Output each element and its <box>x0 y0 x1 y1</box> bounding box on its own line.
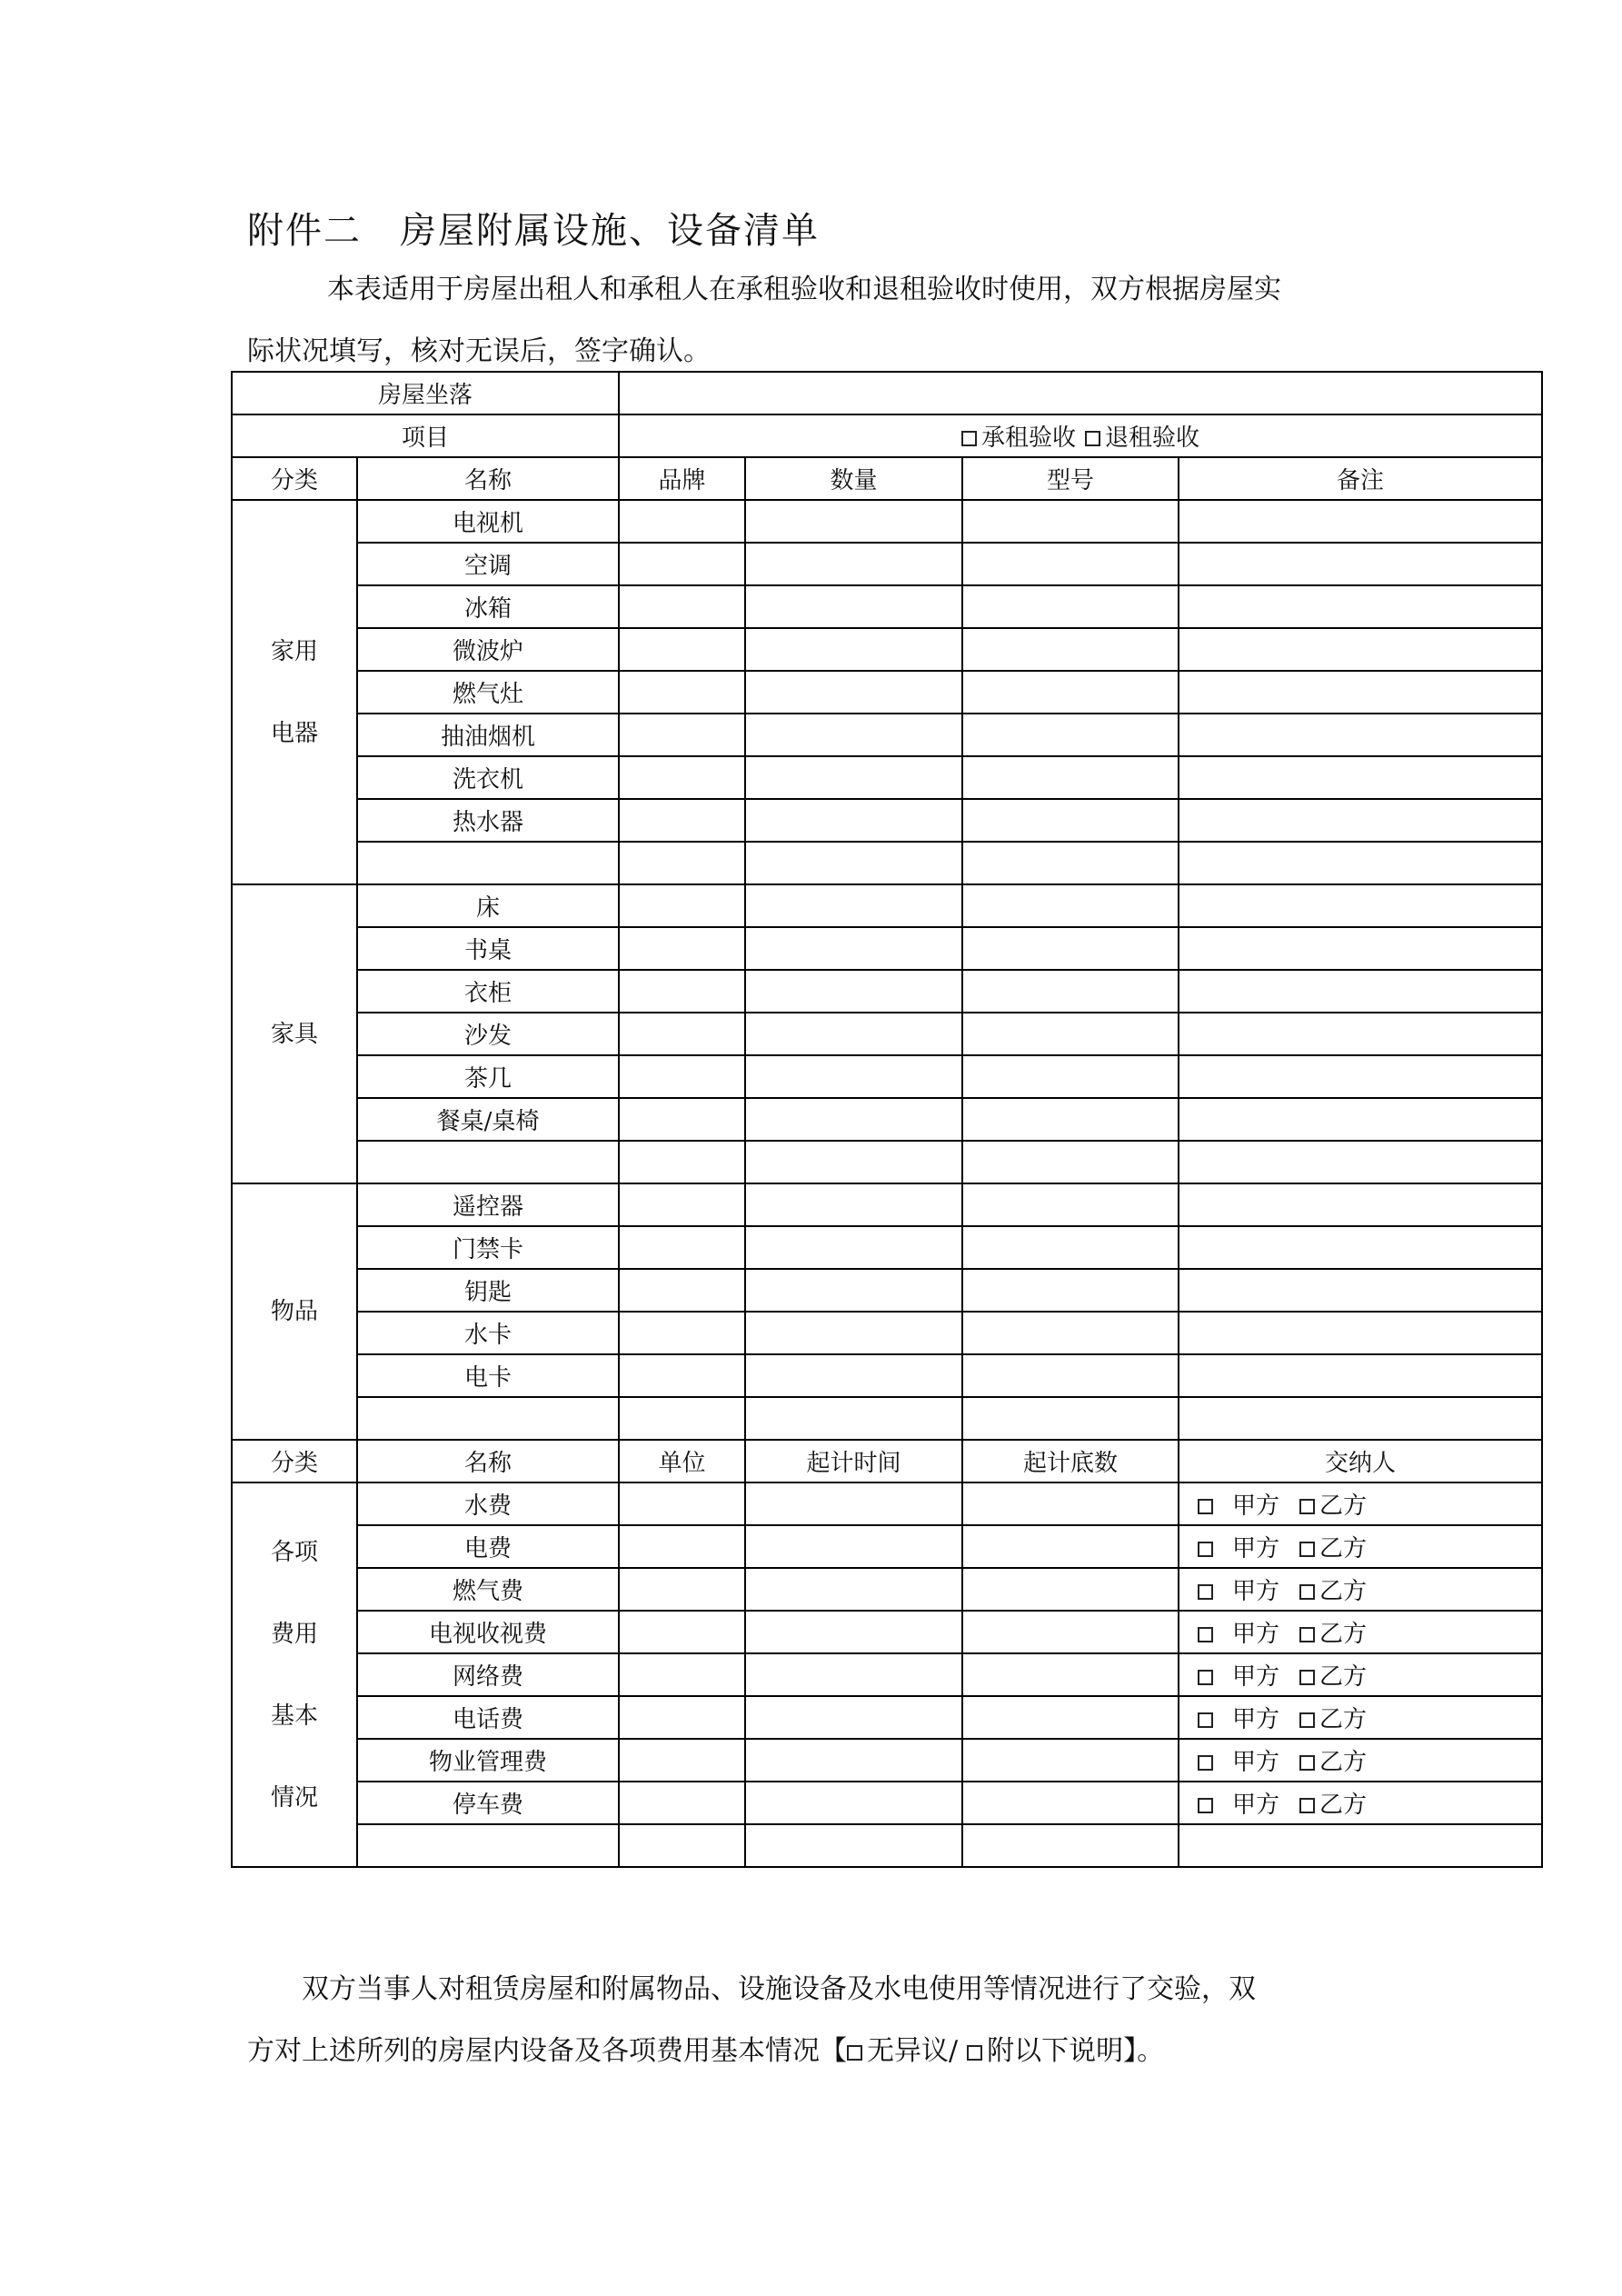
column-header: 分类 <box>232 457 357 500</box>
column-header: 分类 <box>232 1440 357 1482</box>
party-b-label: 乙方 <box>1319 1663 1368 1691</box>
entry-cell[interactable] <box>745 628 962 671</box>
page-title <box>247 202 820 254</box>
inspection-type-row <box>232 414 1542 457</box>
entry-cell[interactable] <box>962 1226 1179 1269</box>
category-label-line: 基本 <box>270 1702 318 1730</box>
entry-cell[interactable] <box>619 1141 745 1183</box>
fee-entry-cell[interactable] <box>619 1739 745 1782</box>
equipment-row <box>232 714 1542 756</box>
item-name: 门禁卡 <box>357 1226 619 1269</box>
fee-name: 停车费 <box>357 1782 619 1824</box>
fee-entry-cell[interactable] <box>962 1525 1179 1568</box>
category-label-line: 家用 <box>270 637 318 665</box>
entry-cell[interactable] <box>745 1269 962 1312</box>
party-a-checkbox[interactable] <box>1198 1755 1213 1771</box>
location-row <box>232 372 1542 414</box>
party-a-checkbox[interactable] <box>1198 1584 1213 1600</box>
entry-cell[interactable] <box>745 842 962 884</box>
fee-row <box>232 1482 1542 1525</box>
fee-name: 燃气费 <box>357 1568 619 1611</box>
item-name: 微波炉 <box>357 628 619 671</box>
closing-text-end: 】。 <box>1123 2035 1165 2067</box>
entry-cell[interactable] <box>1179 1226 1542 1269</box>
equipment-row <box>232 1055 1542 1098</box>
category-label <box>232 500 357 884</box>
equipment-row <box>232 1141 1542 1183</box>
fee-name: 水费 <box>357 1482 619 1525</box>
fee-row <box>232 1611 1542 1653</box>
party-a-checkbox[interactable] <box>1198 1712 1213 1728</box>
entry-cell[interactable] <box>745 970 962 1013</box>
title-text: 房屋附属设施、设备清单 <box>400 210 820 252</box>
payer-options <box>1179 1568 1542 1611</box>
entry-cell[interactable] <box>962 842 1179 884</box>
fee-entry-cell[interactable] <box>962 1696 1179 1739</box>
equipment-row <box>232 1183 1542 1226</box>
equipment-row <box>232 1354 1542 1397</box>
intro-paragraph <box>247 259 1383 383</box>
fee-name: 电费 <box>357 1525 619 1568</box>
item-name: 冰箱 <box>357 585 619 628</box>
see-notes-checkbox[interactable] <box>967 2045 982 2061</box>
fee-name: 网络费 <box>357 1653 619 1696</box>
entry-cell[interactable] <box>619 970 745 1013</box>
fee-entry-cell[interactable] <box>962 1611 1179 1653</box>
entry-cell[interactable] <box>619 628 745 671</box>
equipment-row <box>232 628 1542 671</box>
entry-cell[interactable] <box>619 500 745 543</box>
fee-entry-cell[interactable] <box>619 1782 745 1824</box>
item-name: 遥控器 <box>357 1183 619 1226</box>
item-name: 抽油烟机 <box>357 714 619 756</box>
party-a-label: 甲方 <box>1232 1621 1280 1648</box>
party-b-label: 乙方 <box>1319 1578 1368 1605</box>
equipment-row <box>232 1269 1542 1312</box>
payer-options <box>1179 1525 1542 1568</box>
fee-entry-cell[interactable] <box>619 1653 745 1696</box>
fee-entry-cell[interactable] <box>962 1782 1179 1824</box>
entry-cell[interactable] <box>1179 1354 1542 1397</box>
party-a-label: 甲方 <box>1232 1663 1280 1691</box>
move-out-checkbox[interactable] <box>1085 431 1100 446</box>
item-label: 项目 <box>232 414 619 457</box>
entry-cell[interactable] <box>745 1226 962 1269</box>
entry-cell[interactable] <box>619 1013 745 1055</box>
entry-cell[interactable] <box>745 1098 962 1141</box>
entry-cell[interactable] <box>745 799 962 842</box>
entry-cell[interactable] <box>619 714 745 756</box>
item-name: 电卡 <box>357 1354 619 1397</box>
fee-entry-cell[interactable] <box>745 1782 962 1824</box>
equipment-row <box>232 1397 1542 1440</box>
payer-options <box>1179 1782 1542 1824</box>
party-b-checkbox[interactable] <box>1299 1542 1315 1557</box>
fee-name: 物业管理费 <box>357 1739 619 1782</box>
fee-category-label <box>232 1482 357 1867</box>
equipment-row <box>232 799 1542 842</box>
entry-cell[interactable] <box>962 970 1179 1013</box>
move-out-label: 退租验收 <box>1105 424 1200 452</box>
equipment-row <box>232 1098 1542 1141</box>
entry-cell[interactable] <box>619 927 745 970</box>
party-a-label: 甲方 <box>1232 1578 1280 1605</box>
party-b-checkbox[interactable] <box>1299 1584 1315 1600</box>
entry-cell[interactable] <box>1179 927 1542 970</box>
equipment-row <box>232 970 1542 1013</box>
column-header: 交纳人 <box>1179 1440 1542 1482</box>
column-header: 名称 <box>357 1440 619 1482</box>
fee-header-row <box>232 1440 1542 1482</box>
fee-entry-cell[interactable] <box>745 1739 962 1782</box>
entry-cell[interactable] <box>962 884 1179 927</box>
item-name <box>357 842 619 884</box>
party-b-label: 乙方 <box>1319 1792 1368 1819</box>
fee-entry-cell[interactable] <box>962 1482 1179 1525</box>
entry-cell[interactable] <box>1179 1055 1542 1098</box>
fee-entry-cell[interactable] <box>745 1482 962 1525</box>
entry-cell[interactable] <box>745 1183 962 1226</box>
item-name: 书桌 <box>357 927 619 970</box>
column-header: 起计底数 <box>962 1440 1179 1482</box>
item-name: 沙发 <box>357 1013 619 1055</box>
title-annex-number: 附件二 <box>247 210 362 252</box>
see-notes-label: 附以下说明 <box>987 2035 1124 2067</box>
party-b-checkbox[interactable] <box>1299 1499 1315 1514</box>
fee-entry-cell[interactable] <box>619 1824 745 1867</box>
party-a-label: 甲方 <box>1232 1492 1280 1520</box>
entry-cell[interactable] <box>1179 1312 1542 1354</box>
move-in-checkbox[interactable] <box>961 431 977 446</box>
equipment-row <box>232 1312 1542 1354</box>
payer-options <box>1179 1482 1542 1525</box>
entry-cell[interactable] <box>745 500 962 543</box>
fee-entry-cell[interactable] <box>745 1653 962 1696</box>
party-b-label: 乙方 <box>1319 1535 1368 1562</box>
item-name: 茶几 <box>357 1055 619 1098</box>
party-b-label: 乙方 <box>1319 1621 1368 1648</box>
entry-cell[interactable] <box>619 756 745 799</box>
entry-cell[interactable] <box>619 884 745 927</box>
column-header: 单位 <box>619 1440 745 1482</box>
party-b-checkbox[interactable] <box>1299 1798 1315 1813</box>
entry-cell[interactable] <box>745 1055 962 1098</box>
item-name: 钥匙 <box>357 1269 619 1312</box>
entry-cell[interactable] <box>619 1226 745 1269</box>
equipment-row <box>232 927 1542 970</box>
entry-cell[interactable] <box>962 799 1179 842</box>
entry-cell[interactable] <box>619 1098 745 1141</box>
entry-cell[interactable] <box>962 714 1179 756</box>
party-b-checkbox[interactable] <box>1299 1670 1315 1685</box>
entry-cell[interactable] <box>745 714 962 756</box>
fee-row <box>232 1782 1542 1824</box>
item-name: 空调 <box>357 543 619 585</box>
item-name: 洗衣机 <box>357 756 619 799</box>
entry-cell[interactable] <box>1179 671 1542 714</box>
entry-cell[interactable] <box>619 1354 745 1397</box>
fee-entry-cell[interactable] <box>745 1568 962 1611</box>
entry-cell[interactable] <box>745 1013 962 1055</box>
entry-cell[interactable] <box>962 585 1179 628</box>
location-label: 房屋坐落 <box>232 372 619 414</box>
equipment-row <box>232 585 1542 628</box>
fee-row <box>232 1525 1542 1568</box>
entry-cell[interactable] <box>1179 1141 1542 1183</box>
payer-options <box>1179 1653 1542 1696</box>
entry-cell[interactable] <box>1179 1183 1542 1226</box>
equipment-row <box>232 756 1542 799</box>
intro-line-2: 际状况填写，核对无误后，签字确认。 <box>247 335 711 367</box>
entry-cell[interactable] <box>1179 714 1542 756</box>
fee-entry-cell[interactable] <box>619 1482 745 1525</box>
facilities-table <box>231 371 1543 1868</box>
entry-cell[interactable] <box>962 1141 1179 1183</box>
entry-cell[interactable] <box>619 1397 745 1440</box>
entry-cell[interactable] <box>745 671 962 714</box>
item-name: 燃气灶 <box>357 671 619 714</box>
entry-cell[interactable] <box>1179 543 1542 585</box>
fee-entry-cell[interactable] <box>745 1611 962 1653</box>
equipment-row <box>232 543 1542 585</box>
party-b-label: 乙方 <box>1319 1706 1368 1733</box>
fee-entry-cell[interactable] <box>619 1611 745 1653</box>
item-name: 水卡 <box>357 1312 619 1354</box>
party-a-label: 甲方 <box>1232 1706 1280 1733</box>
fee-name: 电视收视费 <box>357 1611 619 1653</box>
entry-cell[interactable] <box>619 1183 745 1226</box>
closing-paragraph <box>247 1959 1383 2082</box>
party-b-label: 乙方 <box>1319 1749 1368 1776</box>
party-b-checkbox[interactable] <box>1299 1627 1315 1642</box>
category-label-line: 物品 <box>270 1298 318 1325</box>
fee-row <box>232 1653 1542 1696</box>
entry-cell[interactable] <box>962 1098 1179 1141</box>
entry-cell[interactable] <box>1179 1013 1542 1055</box>
entry-cell[interactable] <box>745 1397 962 1440</box>
party-b-checkbox[interactable] <box>1299 1755 1315 1771</box>
entry-cell[interactable] <box>745 1141 962 1183</box>
fee-row <box>232 1696 1542 1739</box>
category-label-line: 家具 <box>270 1020 318 1048</box>
equipment-row <box>232 500 1542 543</box>
fee-entry-cell[interactable] <box>745 1824 962 1867</box>
party-a-checkbox[interactable] <box>1198 1542 1213 1557</box>
equipment-header-row <box>232 457 1542 500</box>
entry-cell[interactable] <box>962 1055 1179 1098</box>
entry-cell[interactable] <box>962 1013 1179 1055</box>
entry-cell[interactable] <box>1179 1397 1542 1440</box>
entry-cell[interactable] <box>1179 628 1542 671</box>
category-label-line: 各项 <box>270 1538 318 1566</box>
party-a-checkbox[interactable] <box>1198 1627 1213 1642</box>
party-b-label: 乙方 <box>1319 1492 1368 1520</box>
closing-line-1: 双方当事人对租赁房屋和附属物品、设施设备及水电使用等情况进行了交验，双 <box>302 1973 1256 2005</box>
item-name <box>357 1141 619 1183</box>
category-label-line: 费用 <box>270 1620 318 1648</box>
fee-entry-cell[interactable] <box>962 1824 1179 1867</box>
fee-entry-cell[interactable] <box>962 1739 1179 1782</box>
item-name: 电视机 <box>357 500 619 543</box>
fee-entry-cell[interactable] <box>962 1568 1179 1611</box>
location-input[interactable] <box>619 372 1542 414</box>
column-header: 型号 <box>962 457 1179 500</box>
fee-entry-cell[interactable] <box>619 1568 745 1611</box>
entry-cell[interactable] <box>962 543 1179 585</box>
entry-cell[interactable] <box>1179 500 1542 543</box>
entry-cell[interactable] <box>745 756 962 799</box>
fee-entry-cell[interactable] <box>745 1696 962 1739</box>
no-objection-checkbox[interactable] <box>847 2045 862 2061</box>
column-header: 起计时间 <box>745 1440 962 1482</box>
column-header: 品牌 <box>619 457 745 500</box>
equipment-row <box>232 884 1542 927</box>
entry-cell[interactable] <box>619 671 745 714</box>
entry-cell[interactable] <box>1179 884 1542 927</box>
entry-cell[interactable] <box>962 1183 1179 1226</box>
entry-cell[interactable] <box>1179 842 1542 884</box>
entry-cell[interactable] <box>619 543 745 585</box>
column-header: 数量 <box>745 457 962 500</box>
entry-cell[interactable] <box>619 1312 745 1354</box>
party-a-label: 甲方 <box>1232 1749 1280 1776</box>
payer-options <box>1179 1611 1542 1653</box>
fee-entry-cell[interactable] <box>619 1525 745 1568</box>
column-header: 名称 <box>357 457 619 500</box>
entry-cell[interactable] <box>1179 1269 1542 1312</box>
entry-cell[interactable] <box>1179 799 1542 842</box>
entry-cell[interactable] <box>962 1269 1179 1312</box>
entry-cell[interactable] <box>1179 756 1542 799</box>
entry-cell[interactable] <box>745 585 962 628</box>
intro-line-1: 本表适用于房屋出租人和承租人在承租验收和退租验收时使用，双方根据房屋实 <box>327 274 1281 305</box>
party-b-checkbox[interactable] <box>1299 1712 1315 1728</box>
fee-row <box>232 1824 1542 1867</box>
party-a-checkbox[interactable] <box>1198 1499 1213 1514</box>
entry-cell[interactable] <box>619 842 745 884</box>
entry-cell[interactable] <box>962 927 1179 970</box>
entry-cell[interactable] <box>745 884 962 927</box>
entry-cell[interactable] <box>962 671 1179 714</box>
equipment-row <box>232 1226 1542 1269</box>
category-label <box>232 884 357 1183</box>
move-in-label: 承租验收 <box>981 424 1077 452</box>
item-name: 床 <box>357 884 619 927</box>
entry-cell[interactable] <box>745 1312 962 1354</box>
fee-name: 电话费 <box>357 1696 619 1739</box>
item-name: 餐桌/桌椅 <box>357 1098 619 1141</box>
entry-cell[interactable] <box>1179 585 1542 628</box>
entry-cell[interactable] <box>962 756 1179 799</box>
equipment-row <box>232 1013 1542 1055</box>
item-name <box>357 1397 619 1440</box>
party-a-label: 甲方 <box>1232 1792 1280 1819</box>
entry-cell[interactable] <box>962 1354 1179 1397</box>
no-objection-label: 无异议/ <box>867 2035 959 2067</box>
payer-options <box>1179 1739 1542 1782</box>
equipment-row <box>232 842 1542 884</box>
category-label-line: 情况 <box>270 1783 318 1812</box>
entry-cell[interactable] <box>962 500 1179 543</box>
party-a-checkbox[interactable] <box>1198 1798 1213 1813</box>
column-header: 备注 <box>1179 457 1542 500</box>
entry-cell[interactable] <box>619 585 745 628</box>
closing-line-2 <box>247 2021 1383 2082</box>
fee-entry-cell[interactable] <box>619 1696 745 1739</box>
fee-row <box>232 1739 1542 1782</box>
party-a-label: 甲方 <box>1232 1535 1280 1562</box>
fee-row <box>232 1568 1542 1611</box>
equipment-row <box>232 671 1542 714</box>
entry-cell[interactable] <box>1179 1098 1542 1141</box>
entry-cell[interactable] <box>1179 970 1542 1013</box>
payer-cell[interactable] <box>1179 1824 1542 1867</box>
entry-cell[interactable] <box>619 1055 745 1098</box>
payer-options <box>1179 1696 1542 1739</box>
entry-cell[interactable] <box>962 1397 1179 1440</box>
category-label <box>232 1183 357 1440</box>
entry-cell[interactable] <box>962 628 1179 671</box>
entry-cell[interactable] <box>745 543 962 585</box>
entry-cell[interactable] <box>619 1269 745 1312</box>
entry-cell[interactable] <box>962 1312 1179 1354</box>
fee-name <box>357 1824 619 1867</box>
fee-entry-cell[interactable] <box>962 1653 1179 1696</box>
closing-text: 方对上述所列的房屋内设备及各项费用基本情况【 <box>247 2035 847 2067</box>
item-name: 衣柜 <box>357 970 619 1013</box>
entry-cell[interactable] <box>745 1354 962 1397</box>
entry-cell[interactable] <box>745 927 962 970</box>
entry-cell[interactable] <box>619 799 745 842</box>
party-a-checkbox[interactable] <box>1198 1670 1213 1685</box>
category-label-line: 电器 <box>270 719 318 747</box>
inspection-options <box>619 414 1542 457</box>
fee-entry-cell[interactable] <box>745 1525 962 1568</box>
item-name: 热水器 <box>357 799 619 842</box>
